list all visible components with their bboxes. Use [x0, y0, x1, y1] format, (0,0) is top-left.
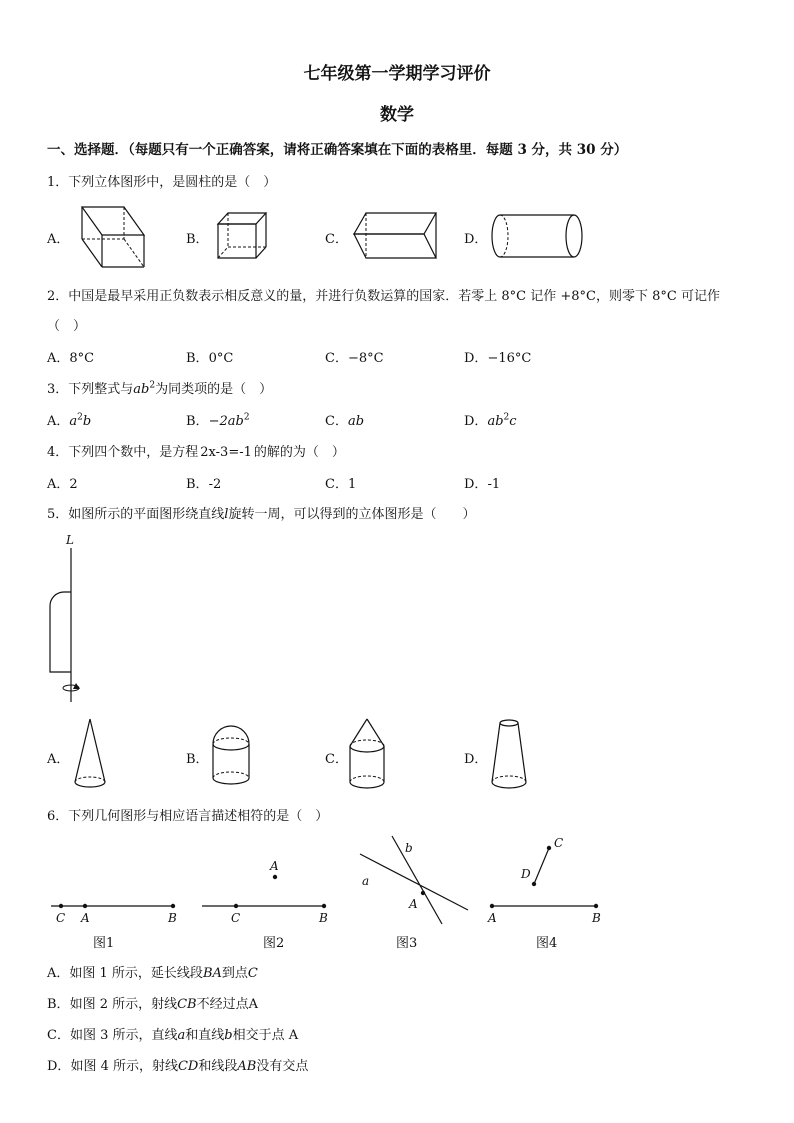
fig4-point-c: C	[554, 836, 564, 850]
fig2-point-c: C	[231, 911, 241, 925]
q5-option-a-label: A．	[47, 752, 70, 767]
q3-option-a-rest: b	[82, 414, 92, 429]
fig2-point-a: A	[270, 859, 279, 873]
q3-stem-sup: 2	[149, 380, 156, 391]
q4-stem-prefix: 4．下列四个数中，是方程	[47, 445, 199, 460]
fig1-point-a: A	[81, 911, 90, 925]
q3-option-d-label: D．	[464, 414, 488, 429]
q5-figure-d-frustum	[488, 716, 530, 792]
q6-figure-4	[484, 832, 608, 926]
q4-option-c	[325, 473, 356, 492]
q4-option-d-label: D．	[464, 477, 488, 492]
q6-option-c-m1: a	[177, 1028, 186, 1043]
q2-option-c-label: C．	[325, 351, 348, 366]
q4-option-b-text: -2	[208, 477, 222, 492]
fig3-line-b: b	[405, 841, 413, 855]
q3-option-a	[47, 410, 91, 429]
q1-figure-a-parallelepiped	[78, 203, 148, 269]
page-title: 七年级第一学期学习评价	[303, 64, 491, 84]
q2-option-c	[325, 347, 384, 366]
q4-option-b	[186, 473, 221, 492]
q3-option-a-label: A．	[47, 414, 70, 429]
q6-figure-2	[196, 855, 336, 926]
q6-option-d-mid: 和线段	[198, 1059, 238, 1074]
q6-option-d-label: D．	[47, 1059, 71, 1074]
fig4-point-d: D	[521, 867, 531, 881]
q1-option-c-label: C．	[325, 232, 348, 247]
q1-figure-c-triangular-prism	[350, 210, 442, 262]
q3-option-d-sup: 2	[503, 412, 510, 423]
fig1-point-b: B	[168, 911, 177, 925]
q5-figure-c-cone-cylinder	[346, 716, 388, 792]
q3-stem-suffix: 为同类项的是（ ）	[155, 382, 273, 397]
q6-option-a-label: A．	[47, 966, 70, 981]
q3-stem-prefix: 3．下列整式与	[47, 382, 134, 397]
q3-stem	[47, 378, 272, 397]
q3-option-b-base: −2ab	[208, 414, 244, 429]
q5-stem	[47, 503, 475, 522]
q4-option-a	[47, 473, 78, 492]
q6-option-a-mid: 到点	[221, 966, 248, 981]
q2-option-a-label: A．	[47, 351, 70, 366]
q3-option-d	[464, 410, 517, 429]
q3-option-d-base: ab	[487, 414, 504, 429]
q6-option-d-m2: AB	[237, 1059, 257, 1074]
q6-option-b-m1: CB	[177, 997, 197, 1012]
fig3-line-a: a	[362, 874, 370, 888]
page-subtitle: 数学	[380, 105, 414, 125]
q6-option-c-pre: 如图 3 所示，直线	[69, 1028, 178, 1043]
q6-stem: 6．下列几何图形与相应语言描述相符的是（ ）	[47, 809, 329, 824]
fig2-point-b: B	[319, 911, 328, 925]
q1-figure-b-cube	[214, 210, 270, 262]
q2-option-b-text: 0°C	[208, 351, 234, 366]
q6-option-a-pre: 如图 1 所示，延长线段	[69, 966, 203, 981]
q4-option-c-label: C．	[325, 477, 348, 492]
q5-option-d-label: D．	[464, 752, 488, 767]
section-heading: 一、选择题．（每题只有一个正确答案，请将正确答案填在下面的表格里．每题 3 分，共 30 分）	[47, 142, 628, 158]
q4-stem-suffix: 的解的为（ ）	[253, 445, 345, 460]
q6-figure-4-caption: 图4	[536, 936, 558, 951]
q3-option-c-base: ab	[347, 414, 365, 429]
q6-figure-3-caption: 图3	[396, 936, 418, 951]
q6-option-b	[47, 993, 258, 1012]
q5-rotation-figure	[40, 532, 100, 704]
q4-stem	[47, 441, 345, 460]
q6-option-b-post: A	[248, 997, 259, 1012]
q2-option-a	[47, 347, 94, 366]
q1-option-d-label: D．	[464, 232, 488, 247]
q2-stem: 2．中国是最早采用正负数表示相反意义的量，并进行负数运算的国家．若零上 8°C 记作 +8°C，则零下 8°C 可记作	[47, 289, 720, 304]
q2-option-c-text: −8°C	[347, 351, 384, 366]
q3-option-a-sup: 2	[77, 412, 83, 423]
q2-option-d-label: D．	[464, 351, 488, 366]
q6-figure-1	[45, 890, 185, 926]
q3-option-a-base: a	[69, 414, 78, 429]
q3-option-b-label: B．	[186, 414, 209, 429]
q1-option-b-label: B．	[186, 232, 209, 247]
q6-option-c	[47, 1024, 298, 1043]
fig3-point-a: A	[409, 897, 418, 911]
q5-stem-math: l	[224, 507, 229, 522]
q6-option-b-mid: 不经过点	[196, 997, 249, 1012]
q4-option-d-text: -1	[487, 477, 501, 492]
q1-option-a-label: A．	[47, 232, 70, 247]
q6-option-c-m2: b	[224, 1028, 233, 1043]
q5-option-b-label: B．	[186, 752, 209, 767]
q2-option-d-text: −16°C	[487, 351, 532, 366]
q5-figure-b-cylinder-hemisphere	[208, 722, 254, 788]
q6-option-d-post: 没有交点	[256, 1059, 309, 1074]
q5-stem-prefix: 5．如图所示的平面图形绕直线	[47, 507, 225, 522]
q2-option-b-label: B．	[186, 351, 209, 366]
fig4-point-a: A	[488, 911, 497, 925]
q3-option-c	[325, 410, 364, 429]
q4-option-a-text: 2	[69, 477, 78, 492]
q2-option-b	[186, 347, 233, 366]
fig1-point-c: C	[56, 911, 66, 925]
q1-figure-d-cylinder	[488, 212, 588, 260]
q6-option-b-pre: 如图 2 所示，射线	[69, 997, 178, 1012]
q1-stem: 1．下列立体图形中，是圆柱的是（ ）	[47, 175, 277, 190]
q6-option-c-label: C．	[47, 1028, 70, 1043]
q4-stem-equation: 2x-3=-1	[200, 445, 252, 460]
q3-option-d-rest: c	[509, 414, 517, 429]
q6-option-d-m1: CD	[177, 1059, 199, 1074]
q6-option-a-m2: C	[247, 966, 258, 981]
q5-axis-label: L	[66, 533, 74, 547]
q6-option-c-post: 相交于点 A	[232, 1028, 299, 1043]
q5-option-c-label: C．	[325, 752, 348, 767]
q3-option-b-sup: 2	[243, 412, 250, 423]
q2-stem-blank: （ ）	[47, 319, 87, 334]
q6-option-d	[47, 1055, 308, 1074]
q6-figure-2-caption: 图2	[263, 936, 285, 951]
q5-figure-a-cone	[72, 716, 108, 792]
q3-option-c-label: C．	[325, 414, 348, 429]
q4-option-d	[464, 473, 500, 492]
q3-stem-math: ab	[133, 382, 150, 397]
q3-option-b	[186, 410, 250, 429]
q6-option-a	[47, 962, 258, 981]
q6-option-c-mid: 和直线	[185, 1028, 225, 1043]
q6-option-a-m1: BA	[202, 966, 222, 981]
q2-option-d	[464, 347, 531, 366]
fig4-point-b: B	[592, 911, 601, 925]
q4-option-a-label: A．	[47, 477, 70, 492]
q6-figure-3	[350, 832, 476, 926]
q5-stem-suffix: 旋转一周，可以得到的立体图形是（ ）	[228, 507, 476, 522]
q6-option-b-label: B．	[47, 997, 70, 1012]
q4-option-c-text: 1	[347, 477, 357, 492]
q6-figure-1-caption: 图1	[93, 936, 115, 951]
q6-option-d-pre: 如图 4 所示，射线	[70, 1059, 178, 1074]
q2-option-a-text: 8°C	[69, 351, 95, 366]
q4-option-b-label: B．	[186, 477, 209, 492]
